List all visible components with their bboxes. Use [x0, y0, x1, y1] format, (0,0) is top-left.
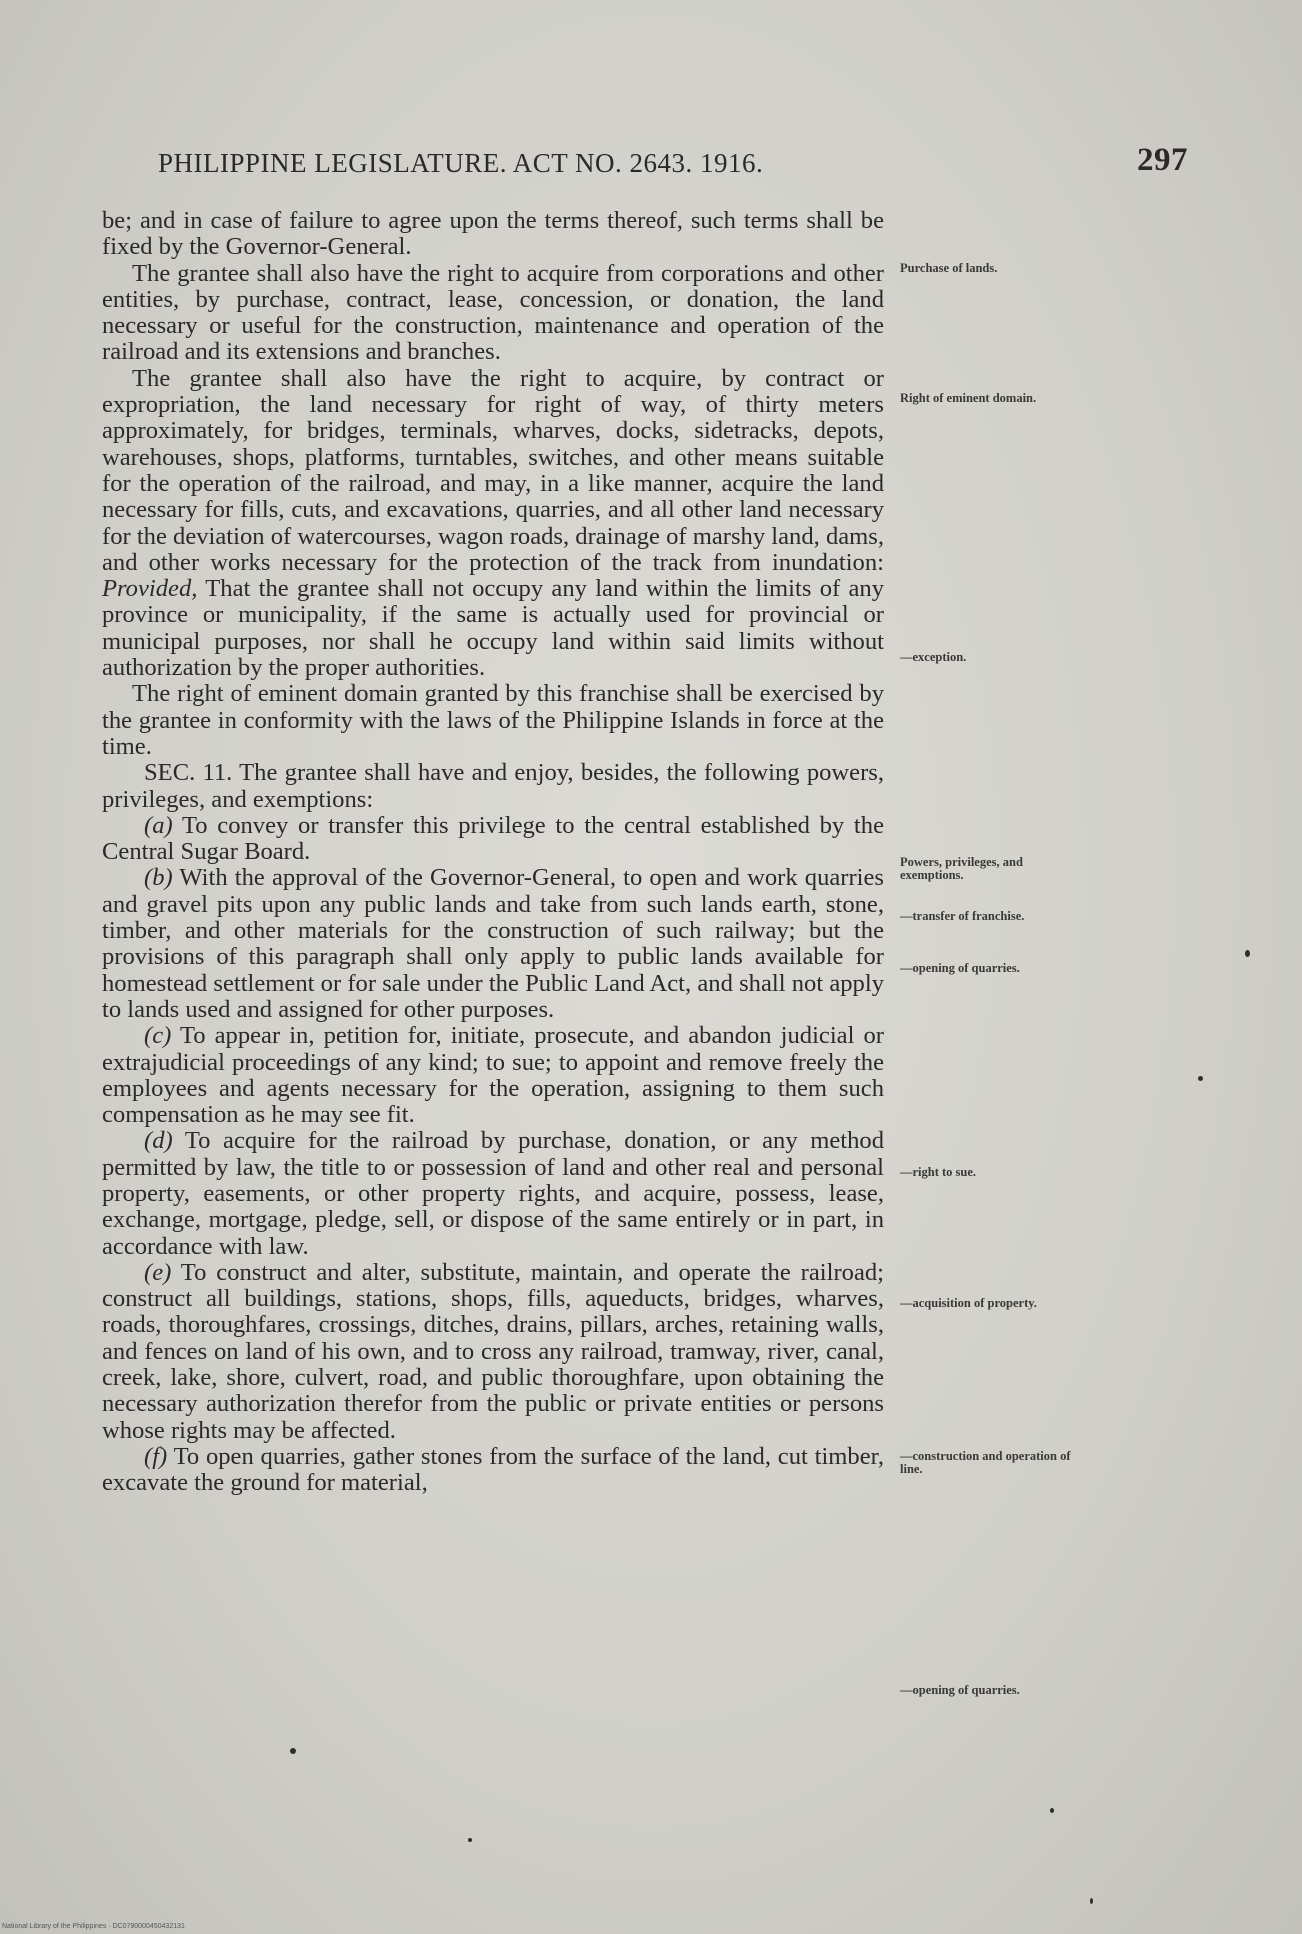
margin-note: Right of eminent domain. — [900, 391, 1037, 405]
paragraph: be; and in case of failure to agree upon the terms thereof, such terms shall be fixed by the Governor-General. — [102, 207, 884, 261]
margin-note: —construction and operation of line. — [900, 1449, 1071, 1476]
paragraph: The right of eminent domain granted by this franchise shall be exercised by the grantee in conformity with the laws of the Philippine Islands in force at the time. — [102, 680, 884, 760]
margin-note: Purchase of lands. — [900, 261, 998, 275]
clause-e: (e) To construct and alter, substitute, maintain, and operate the railroad; construct all buildings, stations, shops, fills, aqueducts, bridges, wharves, roads, thoroughfares, crossings, ditches, drains, pillars, arches, retaining walls, and fences on land of his own, and to cross any railroad, tramway, river, canal, creek, lake, shore, culvert, road, and public thoroughfare, upon obtaining the necessary authorization therefor from the public or private entities or persons whose rights may be affected. — [102, 1258, 884, 1444]
section-number: SEC. 11. — [144, 759, 233, 787]
dust-speck — [1090, 1898, 1093, 1904]
margin-note: —exception. — [900, 650, 967, 664]
margin-note: —opening of quarries. — [900, 1683, 1020, 1697]
margin-note: —transfer of franchise. — [900, 909, 1025, 923]
margin-note: —right to sue. — [900, 1165, 977, 1179]
section-paragraph: SEC. 11. The grantee shall have and enjoy, besides, the following powers, privileges, and exemptions: — [102, 759, 884, 813]
paragraph: The grantee shall also have the right to acquire, by contract or expropriation, the land necessary for right of way, of thirty meters approximately, for bridges, terminals, wharves, docks, sidetracks, depots, warehouses, shops, platforms, turntables, switches, and other means suitable for the operation of the railroad, and may, in a like manner, acquire the land necessary for fills, cuts, and excavations, quarries, and all other land necessary for the deviation of watercourses, wagon roads, drainage of marshy land, dams, and other works necessary for the protection of the track from inundation: Provided, That the grantee shall not occupy any land within the limits of any province or municipality, if the same is actually used for provincial or municipal purposes, nor shall he occupy land within said limits without authorization by the proper authorities. — [102, 364, 884, 682]
main-text — [102, 208, 884, 1497]
margin-note: —opening of quarries. — [900, 961, 1020, 975]
dust-speck — [468, 1838, 472, 1842]
margin-note: Powers, privileges, and exemptions. — [900, 855, 1023, 882]
proviso-word: Provided, — [102, 575, 198, 603]
margin-note: —acquisition of property. — [900, 1296, 1037, 1310]
dust-speck — [1245, 950, 1250, 957]
clause-b: (b) With the approval of the Governor-General, to open and work quarries and gravel pits upon any public lands and take from such lands earth, stone, timber, and other materials for the construction of such railway; but the provisions of this paragraph shall only apply to public lands available for homestead settlement or for sale under the Public Land Act, and shall not apply to lands used and assigned for other purposes. — [102, 864, 884, 1023]
clause-f: (f) To open quarries, gather stones from the surface of the land, cut timber, excavate the ground for material, — [102, 1442, 884, 1497]
scan-footer: National Library of the Philippines · DC0790000450432131 — [2, 1923, 185, 1930]
paragraph: The grantee shall also have the right to acquire from corporations and other entities, by purchase, contract, lease, concession, or donation, the land necessary or useful for the construction, maintenance and operation of the railroad and its extensions and branches. — [102, 259, 884, 366]
clause-a: (a) To convey or transfer this privilege to the central established by the Central Sugar Board. — [102, 811, 884, 866]
dust-speck — [1198, 1076, 1203, 1081]
dust-speck — [1050, 1808, 1054, 1813]
clause-d: (d) To acquire for the railroad by purchase, donation, or any method permitted by law, the title to or possession of land and other real and personal property, easements, or other property rights, and acquire, possess, lease, exchange, mortgage, pledge, sell, or dispose of the same entirely or in part, in accordance with law. — [102, 1127, 884, 1260]
dust-speck — [290, 1748, 296, 1754]
page-number: 297 — [1137, 142, 1188, 178]
running-head: PHILIPPINE LEGISLATURE. ACT NO. 2643. 1916. — [158, 148, 764, 178]
clause-c: (c) To appear in, petition for, initiate, prosecute, and abandon judicial or extrajudicial proceedings of any kind; to sue; to appoint and remove freely the employees and agents necessary for the operation, assigning to them such compensation as he may see fit. — [102, 1022, 884, 1129]
